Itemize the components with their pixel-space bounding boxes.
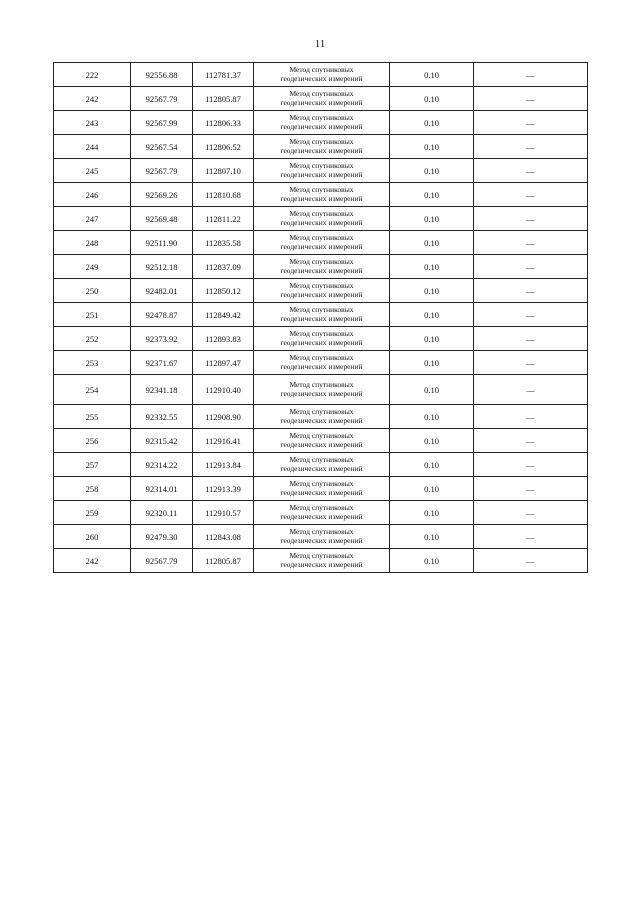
- table-row: [54, 327, 588, 351]
- accuracy-cell: 0.10: [390, 87, 474, 111]
- method-cell: [254, 351, 390, 375]
- method-line-2: геодезических измерений: [280, 145, 363, 155]
- point-number-cell: 246: [54, 183, 131, 207]
- method-line-1: Метод спутниковых: [289, 407, 354, 416]
- x-coordinate-cell: 92478.87: [131, 303, 193, 327]
- note-cell: —: [474, 231, 588, 255]
- coordinates-table: [53, 62, 588, 573]
- x-coordinate-cell: 92482.01: [131, 279, 193, 303]
- y-coordinate-cell: 112849.42: [193, 303, 254, 327]
- table-row: [54, 87, 588, 111]
- table-row: [54, 477, 588, 501]
- point-number-cell: 245: [54, 159, 131, 183]
- point-number-cell: 242: [54, 87, 131, 111]
- table-row: [54, 159, 588, 183]
- point-number-cell: 243: [54, 111, 131, 135]
- method-cell: [254, 135, 390, 159]
- accuracy-cell: 0.10: [390, 303, 474, 327]
- note-cell: —: [474, 375, 588, 405]
- y-coordinate-cell: 112913.84: [193, 453, 254, 477]
- note-cell: —: [474, 303, 588, 327]
- point-number-cell: 252: [54, 327, 131, 351]
- point-number-cell: 258: [54, 477, 131, 501]
- x-coordinate-cell: 92569.26: [131, 183, 193, 207]
- method-cell: [254, 405, 390, 429]
- method-cell: [254, 429, 390, 453]
- x-coordinate-cell: 92315.42: [131, 429, 193, 453]
- method-line-1: Метод спутниковых: [289, 329, 354, 338]
- y-coordinate-cell: 112806.52: [193, 135, 254, 159]
- note-cell: —: [474, 525, 588, 549]
- point-number-cell: 251: [54, 303, 131, 327]
- method-line-2: геодезических измерений: [280, 241, 363, 251]
- point-number-cell: 248: [54, 231, 131, 255]
- table-row: [54, 231, 588, 255]
- accuracy-cell: 0.10: [390, 183, 474, 207]
- method-cell: [254, 279, 390, 303]
- note-cell: —: [474, 87, 588, 111]
- table-row: [54, 135, 588, 159]
- method-line-1: Метод спутниковых: [289, 527, 354, 536]
- accuracy-cell: 0.10: [390, 255, 474, 279]
- note-cell: —: [474, 477, 588, 501]
- method-line-2: геодезических измерений: [280, 415, 363, 425]
- method-line-2: геодезических измерений: [280, 559, 363, 569]
- table-row: [54, 279, 588, 303]
- table-row: [54, 63, 588, 87]
- method-cell: [254, 207, 390, 231]
- y-coordinate-cell: 112781.37: [193, 63, 254, 87]
- accuracy-cell: 0.10: [390, 327, 474, 351]
- y-coordinate-cell: 112837.09: [193, 255, 254, 279]
- accuracy-cell: 0.10: [390, 159, 474, 183]
- method-line-1: Метод спутниковых: [289, 233, 354, 242]
- x-coordinate-cell: 92569.48: [131, 207, 193, 231]
- method-line-2: геодезических измерений: [280, 289, 363, 299]
- note-cell: —: [474, 453, 588, 477]
- note-cell: —: [474, 135, 588, 159]
- table-row: [54, 453, 588, 477]
- point-number-cell: 257: [54, 453, 131, 477]
- method-line-2: геодезических измерений: [280, 169, 363, 179]
- point-number-cell: 244: [54, 135, 131, 159]
- point-number-cell: 254: [54, 375, 131, 405]
- note-cell: —: [474, 255, 588, 279]
- point-number-cell: 250: [54, 279, 131, 303]
- accuracy-cell: 0.10: [390, 231, 474, 255]
- method-line-1: Метод спутниковых: [289, 305, 354, 314]
- method-line-1: Метод спутниковых: [289, 431, 354, 440]
- accuracy-cell: 0.10: [390, 135, 474, 159]
- table-row: [54, 405, 588, 429]
- method-line-1: Метод спутниковых: [289, 503, 354, 512]
- x-coordinate-cell: 92567.79: [131, 159, 193, 183]
- method-line-2: геодезических измерений: [280, 217, 363, 227]
- accuracy-cell: 0.10: [390, 63, 474, 87]
- y-coordinate-cell: 112910.57: [193, 501, 254, 525]
- method-cell: [254, 327, 390, 351]
- x-coordinate-cell: 92479.30: [131, 525, 193, 549]
- table-row: [54, 525, 588, 549]
- method-line-2: геодезических измерений: [280, 193, 363, 203]
- accuracy-cell: 0.10: [390, 375, 474, 405]
- method-line-1: Метод спутниковых: [289, 479, 354, 488]
- y-coordinate-cell: 112843.08: [193, 525, 254, 549]
- x-coordinate-cell: 92511.90: [131, 231, 193, 255]
- method-line-1: Метод спутниковых: [289, 89, 354, 98]
- accuracy-cell: 0.10: [390, 429, 474, 453]
- table-row: [54, 429, 588, 453]
- method-line-2: геодезических измерений: [280, 313, 363, 323]
- note-cell: —: [474, 279, 588, 303]
- note-cell: —: [474, 207, 588, 231]
- method-line-2: геодезических измерений: [280, 73, 363, 83]
- method-line-2: геодезических измерений: [280, 439, 363, 449]
- method-line-2: геодезических измерений: [280, 361, 363, 371]
- method-cell: [254, 111, 390, 135]
- point-number-cell: 253: [54, 351, 131, 375]
- accuracy-cell: 0.10: [390, 549, 474, 573]
- note-cell: —: [474, 111, 588, 135]
- method-cell: [254, 63, 390, 87]
- method-cell: [254, 183, 390, 207]
- method-line-2: геодезических измерений: [280, 97, 363, 107]
- table-row: [54, 183, 588, 207]
- y-coordinate-cell: 112893.83: [193, 327, 254, 351]
- point-number-cell: 260: [54, 525, 131, 549]
- accuracy-cell: 0.10: [390, 525, 474, 549]
- y-coordinate-cell: 112850.12: [193, 279, 254, 303]
- accuracy-cell: 0.10: [390, 111, 474, 135]
- method-cell: [254, 453, 390, 477]
- y-coordinate-cell: 112805.87: [193, 87, 254, 111]
- x-coordinate-cell: 92567.54: [131, 135, 193, 159]
- x-coordinate-cell: 92512.18: [131, 255, 193, 279]
- x-coordinate-cell: 92567.79: [131, 87, 193, 111]
- x-coordinate-cell: 92341.18: [131, 375, 193, 405]
- method-line-1: Метод спутниковых: [289, 455, 354, 464]
- x-coordinate-cell: 92314.01: [131, 477, 193, 501]
- accuracy-cell: 0.10: [390, 453, 474, 477]
- y-coordinate-cell: 112811.22: [193, 207, 254, 231]
- method-line-1: Метод спутниковых: [289, 551, 354, 560]
- y-coordinate-cell: 112897.47: [193, 351, 254, 375]
- accuracy-cell: 0.10: [390, 207, 474, 231]
- method-cell: [254, 303, 390, 327]
- method-line-2: геодезических измерений: [280, 388, 363, 398]
- method-line-2: геодезических измерений: [280, 265, 363, 275]
- accuracy-cell: 0.10: [390, 501, 474, 525]
- point-number-cell: 249: [54, 255, 131, 279]
- table-row: [54, 549, 588, 573]
- note-cell: —: [474, 429, 588, 453]
- method-cell: [254, 159, 390, 183]
- note-cell: —: [474, 351, 588, 375]
- coordinates-table-body: [54, 63, 588, 573]
- method-line-2: геодезических измерений: [280, 487, 363, 497]
- method-cell: [254, 549, 390, 573]
- table-row: [54, 501, 588, 525]
- x-coordinate-cell: 92332.55: [131, 405, 193, 429]
- method-line-2: геодезических измерений: [280, 511, 363, 521]
- note-cell: —: [474, 327, 588, 351]
- x-coordinate-cell: 92567.79: [131, 549, 193, 573]
- note-cell: —: [474, 183, 588, 207]
- method-line-2: геодезических измерений: [280, 337, 363, 347]
- x-coordinate-cell: 92567.99: [131, 111, 193, 135]
- method-cell: [254, 525, 390, 549]
- x-coordinate-cell: 92371.67: [131, 351, 193, 375]
- method-line-2: геодезических измерений: [280, 535, 363, 545]
- point-number-cell: 255: [54, 405, 131, 429]
- method-line-1: Метод спутниковых: [289, 380, 354, 389]
- point-number-cell: 259: [54, 501, 131, 525]
- table-row: [54, 375, 588, 405]
- method-line-1: Метод спутниковых: [289, 281, 354, 290]
- note-cell: —: [474, 501, 588, 525]
- x-coordinate-cell: 92320.11: [131, 501, 193, 525]
- method-cell: [254, 231, 390, 255]
- method-line-1: Метод спутниковых: [289, 185, 354, 194]
- method-line-1: Метод спутниковых: [289, 209, 354, 218]
- method-line-1: Метод спутниковых: [289, 353, 354, 362]
- method-cell: [254, 501, 390, 525]
- y-coordinate-cell: 112810.68: [193, 183, 254, 207]
- y-coordinate-cell: 112835.58: [193, 231, 254, 255]
- method-cell: [254, 477, 390, 501]
- method-line-2: геодезических измерений: [280, 121, 363, 131]
- x-coordinate-cell: 92556.88: [131, 63, 193, 87]
- point-number-cell: 247: [54, 207, 131, 231]
- table-row: [54, 111, 588, 135]
- accuracy-cell: 0.10: [390, 405, 474, 429]
- table-row: [54, 255, 588, 279]
- table-row: [54, 351, 588, 375]
- accuracy-cell: 0.10: [390, 279, 474, 303]
- y-coordinate-cell: 112916.41: [193, 429, 254, 453]
- accuracy-cell: 0.10: [390, 477, 474, 501]
- method-cell: [254, 255, 390, 279]
- point-number-cell: 242: [54, 549, 131, 573]
- point-number-cell: 222: [54, 63, 131, 87]
- method-line-1: Метод спутниковых: [289, 137, 354, 146]
- method-cell: [254, 87, 390, 111]
- y-coordinate-cell: 112908.90: [193, 405, 254, 429]
- x-coordinate-cell: 92373.92: [131, 327, 193, 351]
- y-coordinate-cell: 112910.40: [193, 375, 254, 405]
- method-line-1: Метод спутниковых: [289, 113, 354, 122]
- method-cell: [254, 375, 390, 405]
- note-cell: —: [474, 405, 588, 429]
- table-row: [54, 207, 588, 231]
- note-cell: —: [474, 159, 588, 183]
- method-line-1: Метод спутниковых: [289, 65, 354, 74]
- table-row: [54, 303, 588, 327]
- accuracy-cell: 0.10: [390, 351, 474, 375]
- point-number-cell: 256: [54, 429, 131, 453]
- page-number: 11: [314, 38, 326, 50]
- method-line-1: Метод спутниковых: [289, 257, 354, 266]
- y-coordinate-cell: 112913.39: [193, 477, 254, 501]
- note-cell: —: [474, 549, 588, 573]
- method-line-1: Метод спутниковых: [289, 161, 354, 170]
- y-coordinate-cell: 112805.87: [193, 549, 254, 573]
- x-coordinate-cell: 92314.22: [131, 453, 193, 477]
- note-cell: —: [474, 63, 588, 87]
- method-line-2: геодезических измерений: [280, 463, 363, 473]
- y-coordinate-cell: 112807.10: [193, 159, 254, 183]
- y-coordinate-cell: 112806.33: [193, 111, 254, 135]
